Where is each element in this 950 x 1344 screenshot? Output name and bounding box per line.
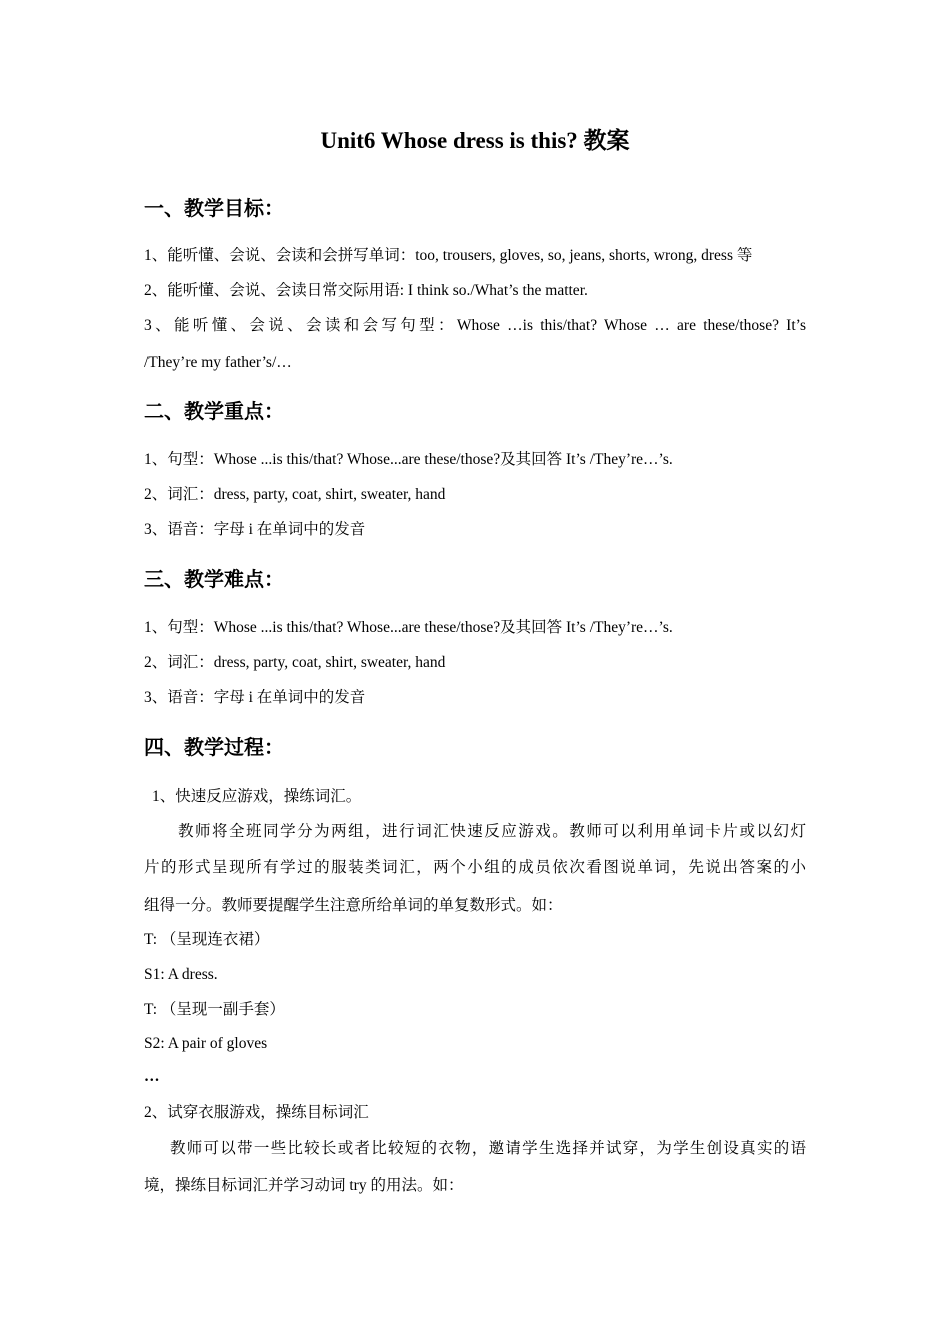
section-heading-process: 四、教学过程： <box>144 737 284 759</box>
dialogue-line-t-1: T: （呈现连衣裙） <box>144 931 270 948</box>
process-step-1-paragraph-line-2: 片的形式呈现所有学过的服装类词汇，两个小组的成员依次看图说单词，先说出答案的小 <box>144 859 806 876</box>
process-step-2-paragraph-line-1: 教师可以带一些比较长或者比较短的衣物，邀请学生选择并试穿，为学生创设真实的语 <box>170 1140 806 1157</box>
dialogue-line-t-2: T: （呈现一副手套） <box>144 1001 285 1018</box>
objective-item-3: 3、能听懂、会说、会读和会写句型：Whose …is this/that? Whose … are these/those? It’s <box>144 317 806 334</box>
process-step-2-paragraph-line-2: 境，操练目标词汇并学习动词 try 的用法。如： <box>144 1177 464 1194</box>
dialogue-ellipsis: … <box>144 1068 160 1085</box>
key-point-item-2: 2、词汇：dress, party, coat, shirt, sweater, hand <box>144 486 446 503</box>
process-step-1-title: 1、快速反应游戏，操练词汇。 <box>152 788 362 805</box>
difficulty-item-2: 2、词汇：dress, party, coat, shirt, sweater, hand <box>144 654 446 671</box>
objective-item-1: 1、能听懂、会说、会读和会拼写单词：too, trousers, gloves, so, jeans, shorts, wrong, dress 等 <box>144 247 753 264</box>
objective-item-2: 2、能听懂、会说、会读日常交际用语: I think so./What’s the matter. <box>144 282 588 299</box>
section-heading-difficulties: 三、教学难点： <box>144 569 284 591</box>
key-point-item-3: 3、语音：字母 i 在单词中的发音 <box>144 521 366 538</box>
process-step-2-title: 2、试穿衣服游戏，操练目标词汇 <box>144 1104 369 1121</box>
section-heading-objectives: 一、教学目标： <box>144 198 284 220</box>
document-title: Unit6 Whose dress is this? 教案 <box>320 128 630 153</box>
difficulty-item-1: 1、句型：Whose ...is this/that? Whose...are these/those?及其回答 It’s /They’re…’s. <box>144 619 673 636</box>
objective-item-3-continued: /They’re my father’s/… <box>144 354 292 371</box>
process-step-1-paragraph-line-1: 教师将全班同学分为两组，进行词汇快速反应游戏。教师可以利用单词卡片或以幻灯 <box>178 823 806 840</box>
key-point-item-1: 1、句型：Whose ...is this/that? Whose...are these/those?及其回答 It’s /They’re…’s. <box>144 451 673 468</box>
process-step-1-paragraph-line-3: 组得一分。教师要提醒学生注意所给单词的单复数形式。如： <box>144 897 563 914</box>
difficulty-item-3: 3、语音：字母 i 在单词中的发音 <box>144 689 366 706</box>
dialogue-line-s2: S2: A pair of gloves <box>144 1035 268 1052</box>
section-heading-key-points: 二、教学重点： <box>144 401 284 423</box>
dialogue-line-s1: S1: A dress. <box>144 966 218 983</box>
